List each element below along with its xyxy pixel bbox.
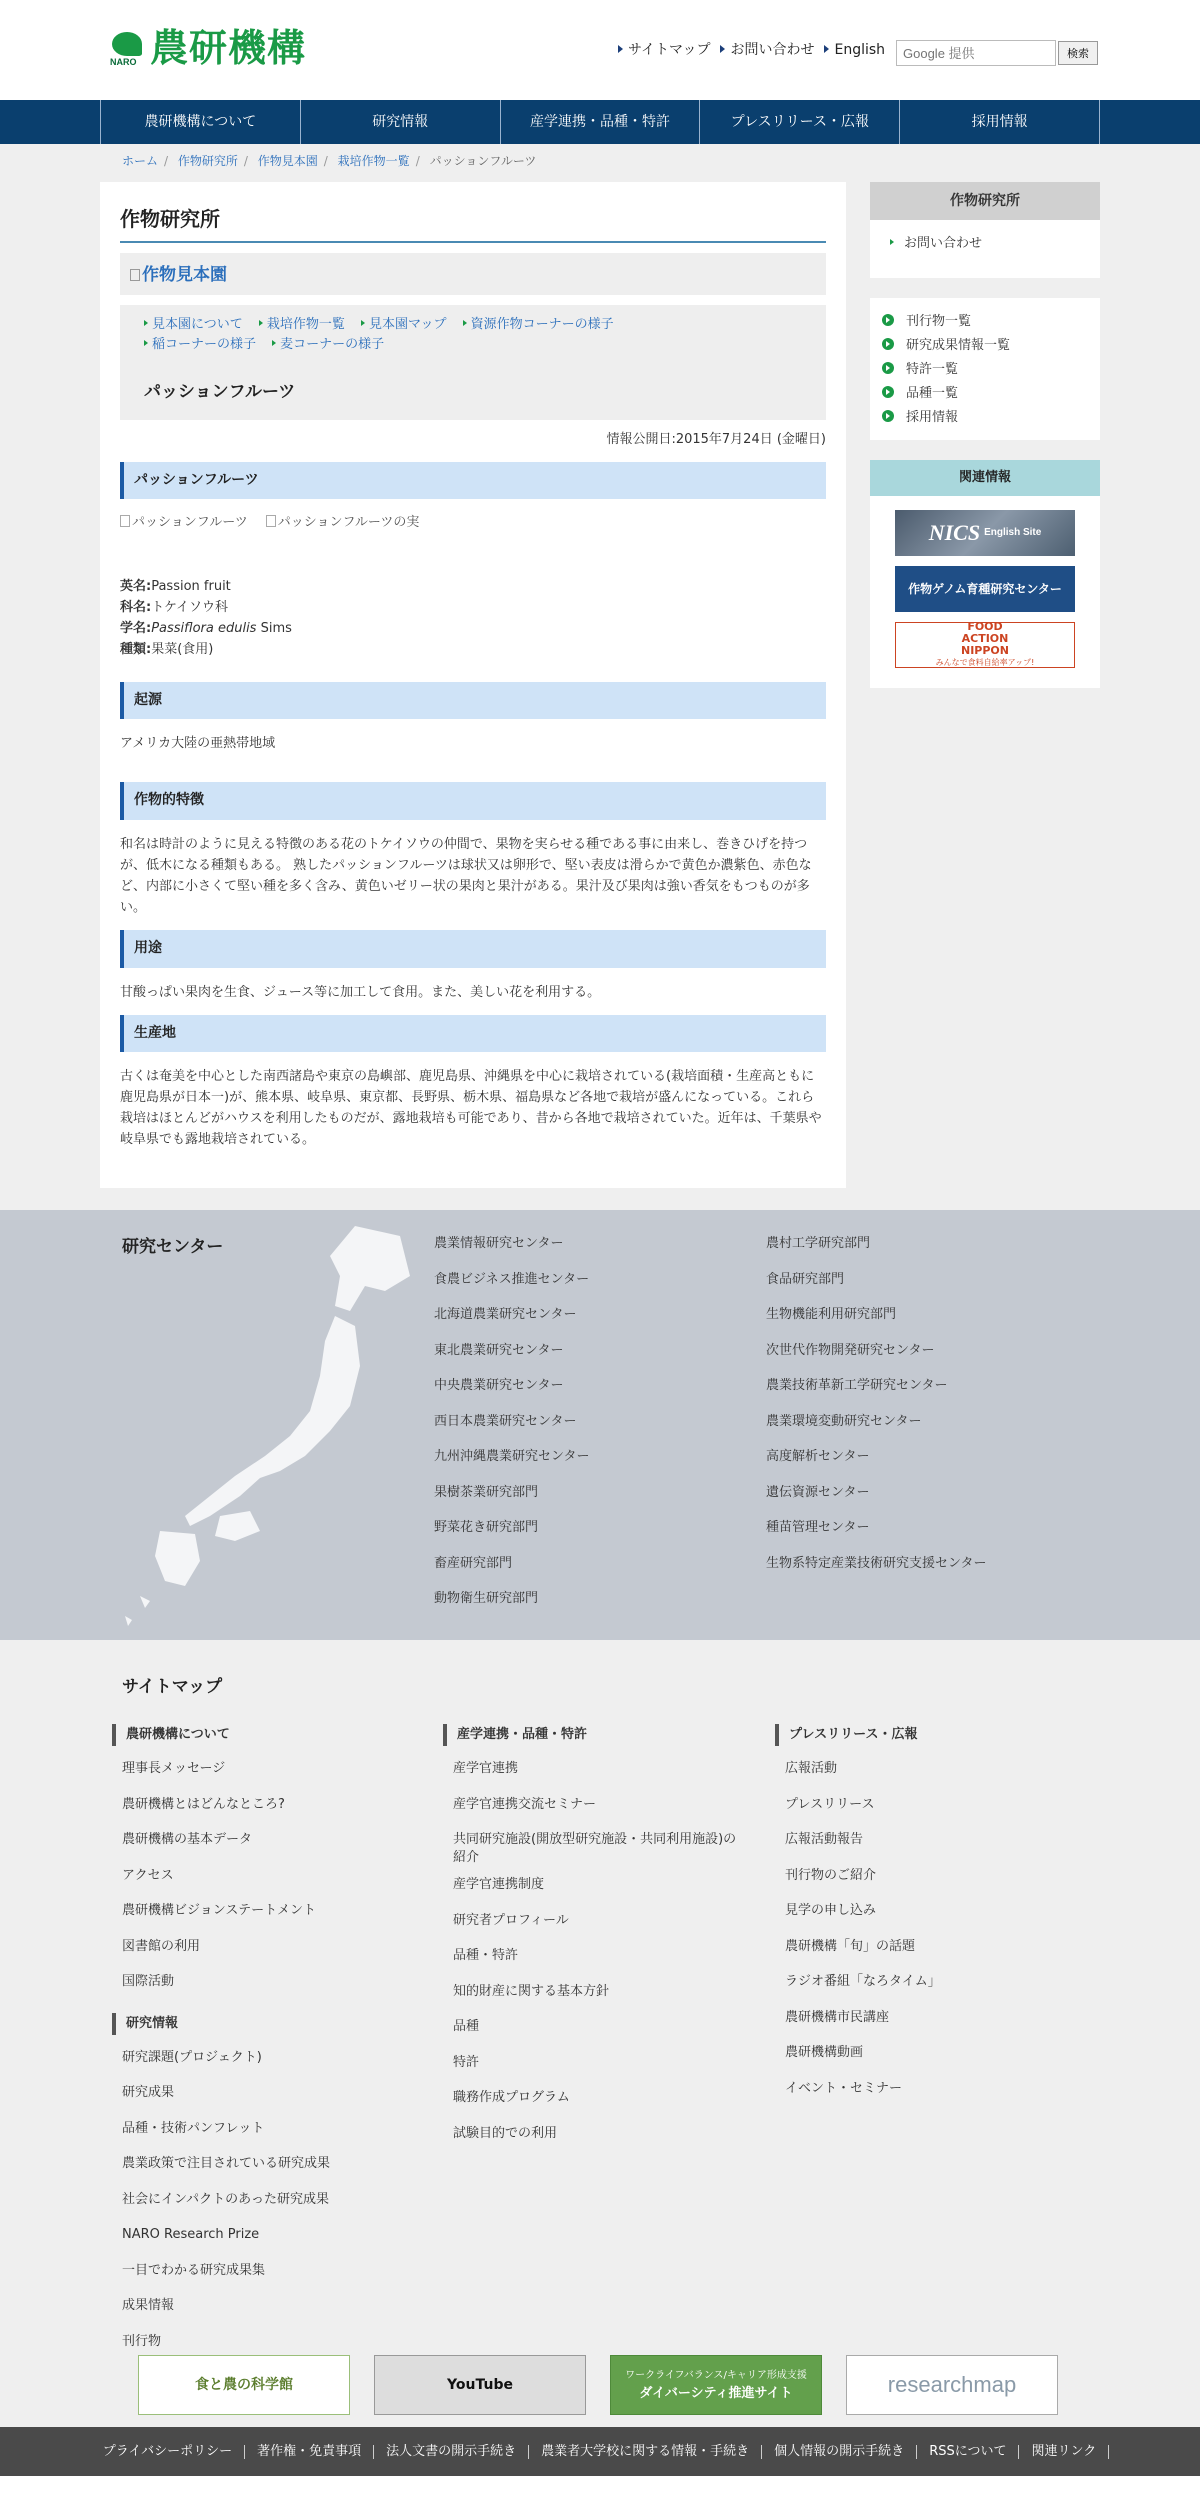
- site-footer: [0, 2427, 1200, 2476]
- breadcrumb-crops[interactable]: 栽培作物一覧: [337, 154, 410, 168]
- sitemap-heading[interactable]: プレスリリース・広報: [775, 1724, 1075, 1746]
- center-link[interactable]: 種苗管理センター: [766, 1520, 870, 1536]
- sitemap-link[interactable]: 刊行物: [122, 2333, 162, 2349]
- subnav-resource[interactable]: 資源作物コーナーの様子: [463, 315, 614, 335]
- arrow-icon: [824, 45, 829, 53]
- sitemap-link[interactable]: 産学官連携交流セミナー: [453, 1796, 597, 1812]
- side-links: [870, 298, 1100, 440]
- arrow-icon: [618, 45, 623, 53]
- contact-link[interactable]: お問い合わせ: [720, 40, 814, 62]
- photo-passionfruit: パッションフルーツ: [120, 513, 248, 533]
- sitemap-link[interactable]: 農研機構ビジョンステートメント: [122, 1903, 316, 1919]
- header-links: [618, 40, 885, 62]
- sitemap-title: サイトマップ: [122, 1677, 223, 1698]
- related-title: 関連情報: [870, 460, 1100, 496]
- diversity-banner[interactable]: ワークライフバランス/キャリア形成支援 ダイバーシティ推進サイト: [610, 2355, 822, 2415]
- footer-banners: [138, 2355, 1058, 2415]
- center-link[interactable]: 畜産研究部門: [434, 1555, 513, 1571]
- main-content: [100, 182, 846, 1188]
- sitemap-heading[interactable]: 産学連携・品種・特許: [443, 1724, 743, 1746]
- breadcrumb: ホーム / 作物研究所 / 作物見本園 / 栽培作物一覧 / パッションフルーツ: [122, 154, 537, 168]
- sitemap-link[interactable]: 産学官連携制度: [453, 1877, 545, 1893]
- sitemap-col-about: [112, 1724, 412, 2368]
- side-link-patents[interactable]: 特許一覧: [882, 360, 1088, 384]
- circle-arrow-icon: [882, 314, 894, 326]
- genome-center-banner[interactable]: 作物ゲノム育種研究センター: [895, 566, 1075, 612]
- breadcrumb-current: パッションフルーツ: [429, 154, 537, 168]
- subnav-wheat[interactable]: 麦コーナーの様子: [272, 335, 384, 355]
- nav-press[interactable]: プレスリリース・広報: [700, 100, 900, 144]
- food-action-banner[interactable]: FOOD ACTION NIPPON みんなで食料自給率アップ!: [895, 622, 1075, 668]
- sitemap-link[interactable]: 農研機構とはどんなところ?: [122, 1796, 285, 1812]
- trait-text: 和名は時計のように見える特徴のある花のトケイソウの仲間で、果物を実らせる種である事に由来し、巻きひげを持つが、低木になる種類もある。 熟したパッションフルーツは球状又は卵形で、堅い表皮は滑らかで黄色か濃紫色、赤色など、内部に小さくて堅い種を多く含み、黄色いゼリー状の果肉と果汁がある。果汁及び果肉は強い香気をもつものが多い。: [120, 836, 812, 915]
- sitemap-link[interactable]: 共同研究施設(開放型研究施設・共同利用施設)の紹介: [453, 1832, 737, 1866]
- footer-related-links[interactable]: 関連リンク: [1019, 2445, 1109, 2459]
- sitemap-link[interactable]: 農研機構「旬」の話題: [785, 1938, 916, 1954]
- center-link[interactable]: 次世代作物開発研究センター: [766, 1342, 935, 1358]
- sitemap-link[interactable]: 農研機構動画: [785, 2045, 864, 2061]
- breadcrumb-home[interactable]: ホーム: [122, 154, 159, 168]
- side-link-results[interactable]: 研究成果情報一覧: [882, 336, 1088, 360]
- circle-arrow-icon: [882, 362, 894, 374]
- sitemap-link[interactable]: 試験目的での利用: [453, 2125, 558, 2141]
- logo-text: 農研機構: [150, 26, 307, 70]
- site-search: [896, 40, 1098, 66]
- side-box-title: 作物研究所: [870, 182, 1100, 220]
- researchmap-banner[interactable]: researchmap: [846, 2355, 1058, 2415]
- center-link[interactable]: 中央農業研究センター: [434, 1378, 564, 1394]
- sitemap-link[interactable]: 産学官連携: [453, 1761, 519, 1777]
- center-link[interactable]: 生物機能利用研究部門: [766, 1307, 897, 1323]
- area-heading: 生産地: [120, 1015, 826, 1053]
- youtube-banner[interactable]: YouTube: [374, 2355, 586, 2415]
- photos: [120, 513, 826, 533]
- subnav-rice[interactable]: 稲コーナーの様子: [144, 335, 256, 355]
- sitemap-link[interactable]: 農研機構の基本データ: [122, 1832, 253, 1848]
- sitemap-link[interactable]: 品種・技術パンフレット: [122, 2120, 265, 2136]
- center-link[interactable]: 食品研究部門: [766, 1271, 845, 1287]
- sitemap-link[interactable]: イベント・セミナー: [785, 2080, 903, 2096]
- center-link[interactable]: 農業環境変動研究センター: [766, 1413, 922, 1429]
- circle-arrow-icon: [882, 338, 894, 350]
- sitemap-link[interactable]: 研究課題(プロジェクト): [122, 2049, 262, 2065]
- trait-heading: 作物的特徴: [120, 782, 826, 820]
- breadcrumb-institute[interactable]: 作物研究所: [177, 154, 238, 168]
- sitemap-col-press: [775, 1724, 1075, 2115]
- sitemap-link[interactable]: 見学の申し込み: [785, 1903, 877, 1919]
- subnav-crops[interactable]: 栽培作物一覧: [259, 315, 345, 335]
- side-link-varieties[interactable]: 品種一覧: [882, 384, 1088, 408]
- broken-image-icon: [130, 269, 140, 281]
- sitemap-heading[interactable]: 研究情報: [112, 2013, 412, 2035]
- garden-banner-link[interactable]: 作物見本園: [142, 265, 227, 285]
- subnav-map[interactable]: 見本園マップ: [361, 315, 446, 335]
- logo-sub: NARO: [110, 57, 137, 68]
- subnav-title: パッションフルーツ: [144, 382, 296, 403]
- sitemap-link[interactable]: 研究成果: [122, 2085, 175, 2101]
- footer-college[interactable]: 農業者大学校に関する情報・手続き: [529, 2445, 762, 2459]
- search-input[interactable]: [896, 40, 1056, 66]
- section-heading: パッションフルーツ: [120, 462, 826, 500]
- subnav-about[interactable]: 見本園について: [144, 315, 243, 335]
- nav-research[interactable]: 研究情報: [301, 100, 501, 144]
- footer-rss[interactable]: RSSについて: [917, 2445, 1019, 2459]
- research-centers-col2: [766, 1234, 986, 1589]
- sitemap-col-industry: [443, 1724, 743, 2160]
- sitemap: [0, 1640, 1200, 2427]
- sitemap-link[interactable]: 農業政策で注目されている研究成果: [122, 2156, 331, 2172]
- center-link[interactable]: 果樹茶業研究部門: [434, 1484, 539, 1500]
- nav-industry[interactable]: 産学連携・品種・特許: [501, 100, 701, 144]
- center-link[interactable]: 遺伝資源センター: [766, 1484, 870, 1500]
- sitemap-link[interactable]: 国際活動: [122, 1974, 175, 1990]
- sitemap-heading[interactable]: 農研機構について: [112, 1724, 412, 1746]
- circle-arrow-icon: [882, 410, 894, 422]
- sitemap-link[interactable]: NARO Research Prize: [122, 2227, 260, 2243]
- japan-map-icon: [100, 1216, 430, 1636]
- footer-copyright[interactable]: 著作権・免責事項: [245, 2445, 374, 2459]
- sitemap-link[interactable]: サイトマップ: [618, 40, 710, 62]
- sitemap-link[interactable]: 職務作成プログラム: [453, 2090, 570, 2106]
- sitemap-link[interactable]: 一目でわかる研究成果集: [122, 2262, 266, 2278]
- photo-passionfruit-fruit: パッションフルーツの実: [266, 513, 420, 533]
- sitemap-link[interactable]: プレスリリース: [785, 1796, 875, 1812]
- sitemap-link[interactable]: 特許: [453, 2054, 480, 2070]
- garden-banner[interactable]: [120, 253, 826, 295]
- naro-logo[interactable]: [110, 26, 306, 70]
- page-title: 作物研究所: [120, 198, 826, 243]
- center-link[interactable]: 食農ビジネス推進センター: [434, 1271, 590, 1287]
- sitemap-link[interactable]: 刊行物のご紹介: [785, 1867, 877, 1883]
- origin-text: アメリカ大陸の亜熱帯地域: [120, 736, 276, 752]
- sitemap-link[interactable]: 成果情報: [122, 2298, 175, 2314]
- center-link[interactable]: 北海道農業研究センター: [434, 1307, 577, 1323]
- sitemap-link[interactable]: 知的財産に関する基本方針: [453, 1983, 610, 1999]
- breadcrumb-garden[interactable]: 作物見本園: [257, 154, 318, 168]
- nics-banner[interactable]: NICS English Site: [895, 510, 1075, 556]
- publish-date: 情報公開日:2015年7月24日 (金曜日): [606, 431, 826, 447]
- side-link-recruit[interactable]: 採用情報: [882, 408, 1088, 432]
- use-heading: 用途: [120, 930, 826, 968]
- circle-arrow-icon: [882, 386, 894, 398]
- center-link[interactable]: 農業情報研究センター: [434, 1236, 564, 1252]
- use-text: 甘酸っぱい果肉を生食、ジュース等に加工して食用。また、美しい花を利用する。: [120, 984, 601, 1000]
- research-centers: [0, 1210, 1200, 1640]
- sitemap-link[interactable]: アクセス: [122, 1867, 174, 1883]
- nav-recruit[interactable]: 採用情報: [900, 100, 1100, 144]
- footer-disclosure[interactable]: 法人文書の開示手続き: [374, 2445, 529, 2459]
- sitemap-link[interactable]: 農研機構市民講座: [785, 2009, 890, 2025]
- global-nav: [0, 100, 1200, 144]
- garden-subnav: [120, 305, 826, 420]
- center-link[interactable]: 野菜花き研究部門: [434, 1520, 539, 1536]
- origin-heading: 起源: [120, 682, 826, 720]
- related-banners: [870, 496, 1100, 688]
- center-link[interactable]: 生物系特定産業技術研究支援センター: [766, 1555, 987, 1571]
- naro-leaf-icon: [110, 30, 146, 70]
- sitemap-link[interactable]: 研究者プロフィール: [453, 1912, 569, 1928]
- center-link[interactable]: 高度解析センター: [766, 1449, 870, 1465]
- area-text: 古くは奄美を中心とした南西諸島や東京の島嶼部、鹿児島県、沖縄県を中心に栽培されている(栽培面積・生産高ともに鹿児島県が日本一)が、熊本県、岐阜県、東京都、長野県、栃木県、福島県など各地で栽培が盛んになっている。これら栽培はほとんどがハウスを利用したものだが、露地栽培も可能であり、昔から各地で栽培されていた。近年は、千葉県や岐阜県でも露地栽培されている。: [120, 1069, 822, 1148]
- english-link[interactable]: English: [824, 40, 885, 62]
- center-link[interactable]: 西日本農業研究センター: [434, 1413, 577, 1429]
- side-link-publications[interactable]: 刊行物一覧: [882, 312, 1088, 336]
- sitemap-link[interactable]: 広報活動報告: [785, 1832, 864, 1848]
- crop-facts: 英名:Passion fruit 科名:トケイソウ科 学名:Passiflora edulis Sims 種類:果菜(食用): [120, 578, 292, 657]
- search-button[interactable]: 検索: [1058, 41, 1098, 65]
- side-contact-link[interactable]: お問い合わせ: [890, 236, 982, 251]
- arrow-icon: [720, 45, 725, 53]
- research-centers-col1: [434, 1234, 589, 1625]
- nav-about[interactable]: 農研機構について: [101, 100, 301, 144]
- site-header: [0, 0, 1200, 100]
- center-link[interactable]: 動物衛生研究部門: [434, 1591, 539, 1607]
- research-centers-title: 研究センター: [122, 1237, 224, 1258]
- footer-privacy[interactable]: プライバシーポリシー: [91, 2445, 245, 2459]
- sitemap-link[interactable]: 社会にインパクトのあった研究成果: [122, 2191, 329, 2207]
- sidebar: [870, 182, 1100, 688]
- science-museum-banner[interactable]: 食と農の科学館: [138, 2355, 350, 2415]
- center-link[interactable]: 農村工学研究部門: [766, 1236, 871, 1252]
- side-institute-box: [870, 182, 1100, 278]
- center-link[interactable]: 農業技術革新工学研究センター: [766, 1378, 948, 1394]
- footer-personal-info[interactable]: 個人情報の開示手続き: [762, 2445, 917, 2459]
- sitemap-link[interactable]: 広報活動: [785, 1761, 838, 1777]
- center-link[interactable]: 九州沖縄農業研究センター: [434, 1449, 590, 1465]
- sitemap-link[interactable]: 品種・特許: [453, 1948, 519, 1964]
- sitemap-link[interactable]: 品種: [453, 2019, 480, 2035]
- sitemap-link[interactable]: ラジオ番組「なろタイム」: [785, 1974, 941, 1990]
- center-link[interactable]: 東北農業研究センター: [434, 1342, 564, 1358]
- sitemap-link[interactable]: 理事長メッセージ: [122, 1761, 226, 1777]
- sitemap-link[interactable]: 図書館の利用: [122, 1938, 201, 1954]
